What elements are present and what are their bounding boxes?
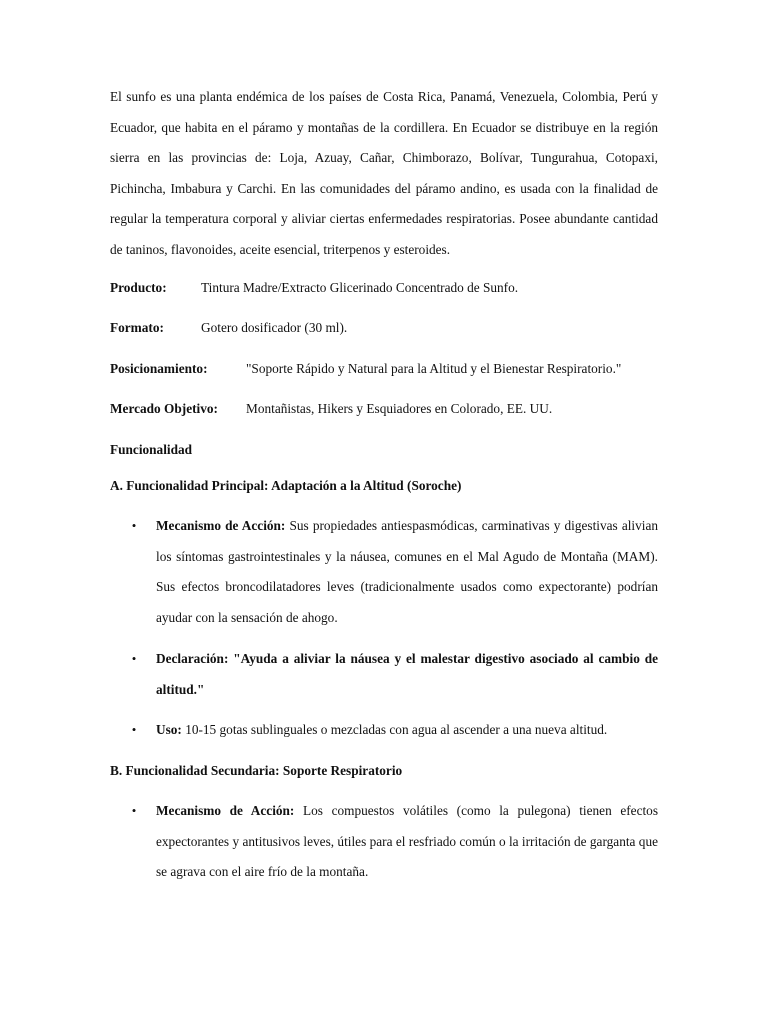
bullet-icon: • — [131, 518, 137, 533]
section-a-heading: A. Funcionalidad Principal: Adaptación a la Altitud (Soroche) — [110, 478, 462, 493]
intro-paragraph: El sunfo es una planta endémica de los países de Costa Rica, Panamá, Venezuela, Colombia, Perú y Ecuador, que habita en el páramo y montañas de la cordillera. En Ecuador se distribuye en la región sierra en las provincias de: Loja, Azuay, Cañar, Chimborazo, Bolívar, Tungurahua, Cotopaxi, Pichincha, Imbabura y Carchi. En las comunidades del páramo andino, es usada con la finalidad de regular la temperatura corporal y aliviar ciertas enfermedades respiratorias. Posee abundante cantidad de taninos, flavonoides, aceite esencial, triterpenos y esteroides. — [110, 89, 658, 257]
list-item-text — [156, 796, 658, 888]
list-item-label: Mecanismo de Acción: — [156, 518, 286, 533]
list-item-body: Los compuestos volátiles (como la pulegona) tienen efectos expectorantes y antitusivos leves, útiles para el resfriado común o la irritación de garganta que se agrava con el aire frío de la montaña. — [156, 803, 658, 879]
list-item-body: "Ayuda a aliviar la náusea y el malestar digestivo asociado al cambio de altitud." — [156, 651, 659, 697]
list-item-text — [156, 644, 658, 705]
spec-producto-label: Producto: — [110, 280, 167, 295]
bullet-icon: • — [131, 651, 137, 666]
list-item-text — [156, 715, 658, 746]
spec-formato-label: Formato: — [110, 320, 164, 335]
spec-producto — [110, 278, 670, 298]
bullet-icon: • — [131, 803, 137, 818]
spec-formato-value: Gotero dosificador (30 ml). — [201, 320, 348, 335]
spec-producto-value: Tintura Madre/Extracto Glicerinado Concentrado de Sunfo. — [201, 280, 519, 295]
spec-mercado-objetivo-value: Montañistas, Hikers y Esquiadores en Colorado, EE. UU. — [246, 401, 553, 416]
spec-posicionamiento-value: "Soporte Rápido y Natural para la Altitud y el Bienestar Respiratorio." — [246, 361, 622, 376]
funcionalidad-heading: Funcionalidad — [110, 442, 193, 457]
spec-posicionamiento — [110, 359, 670, 379]
list-item-text — [156, 511, 658, 633]
spec-mercado-objetivo-label: Mercado Objetivo: — [110, 401, 218, 416]
bullet-icon: • — [131, 722, 137, 737]
list-item-label: Uso: — [156, 722, 182, 737]
list-item-body: 10-15 gotas sublinguales o mezcladas con agua al ascender a una nueva altitud. — [185, 722, 608, 737]
spec-mercado-objetivo — [110, 399, 670, 419]
list-item-label: Mecanismo de Acción: — [156, 803, 295, 818]
section-b-heading: B. Funcionalidad Secundaria: Soporte Respiratorio — [110, 763, 403, 778]
list-item-body: Sus propiedades antiespasmódicas, carminativas y digestivas alivian los síntomas gastrointestinales y la náusea, comunes en el Mal Agudo de Montaña (MAM). Sus efectos broncodilatadores leves (tradicionalmente usados como expectorante) podrían ayudar con la sensación de ahogo. — [156, 518, 659, 625]
spec-formato — [110, 318, 670, 338]
list-item-label: Declaración: — [156, 651, 229, 666]
spec-posicionamiento-label: Posicionamiento: — [110, 361, 208, 376]
